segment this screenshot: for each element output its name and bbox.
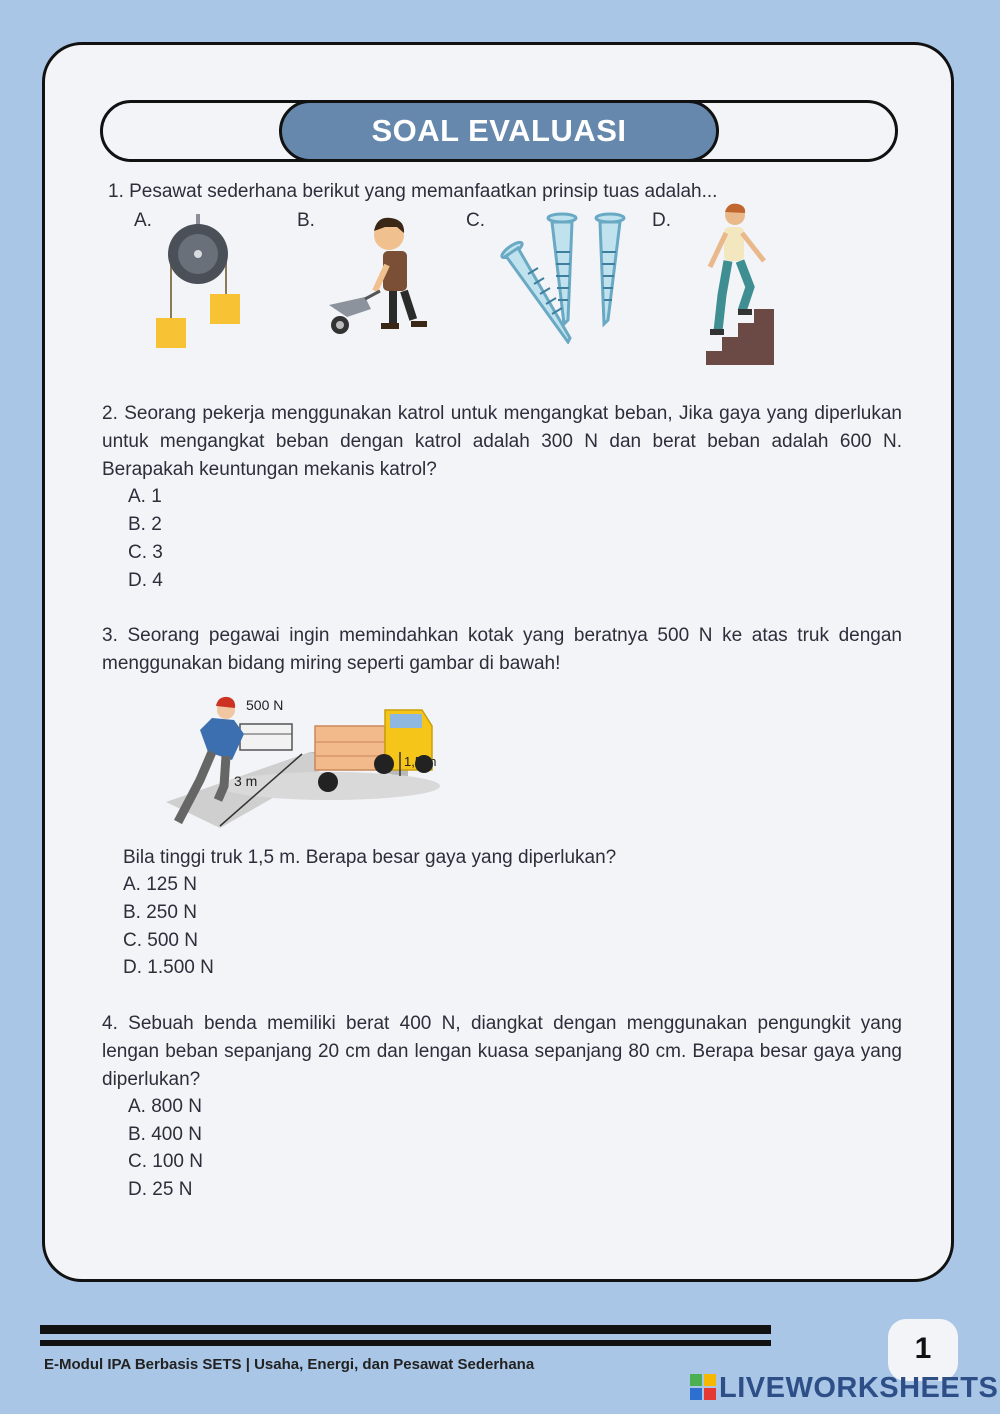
q4-option-d[interactable]: D. 25 N — [128, 1179, 193, 1200]
length-label: 3 m — [234, 773, 258, 789]
question-1-text: 1. Pesawat sederhana berikut yang memanfaatkan prinsip tuas adalah... — [108, 181, 718, 202]
question-2-text: 2. Seorang pekerja menggunakan katrol untuk mengangkat beban, Jika gaya yang diperlukan untuk mengangkat beban dengan katrol adalah 300 N dan berat beban adalah 600 N. Berapakah keuntungan mekanis katrol? — [102, 403, 902, 480]
page-number: 1 — [888, 1319, 958, 1381]
q1-label-a: A. — [134, 210, 152, 231]
footer-text: E-Modul IPA Berbasis SETS | Usaha, Energi, dan Pesawat Sederhana — [44, 1356, 535, 1373]
footer-rule-top — [40, 1325, 771, 1334]
page-title: SOAL EVALUASI — [279, 100, 719, 162]
q4-option-b[interactable]: B. 400 N — [128, 1124, 202, 1145]
liveworksheets-brand[interactable] — [690, 1372, 998, 1405]
wheelbarrow-boy-icon — [325, 213, 435, 338]
brand-text: LIVEWORKSHEETS — [719, 1372, 999, 1404]
q3-option-a[interactable]: A. 125 N — [123, 874, 197, 895]
q1-label-b: B. — [297, 210, 315, 231]
inclined-plane-truck-figure — [160, 690, 460, 832]
footer-rule-bottom — [40, 1340, 771, 1346]
pulley-icon — [150, 212, 250, 352]
screws-icon — [498, 212, 638, 344]
question-4-text: 4. Sebuah benda memiliki berat 400 N, diangkat dengan menggunakan pengungkit yang lengan beban sepanjang 20 cm dan lengan kuasa sepanjang 80 cm. Berapa besar gaya yang diperlukan? — [102, 1013, 902, 1090]
height-label: 1,5 m — [404, 754, 437, 769]
q4-option-a[interactable]: A. 800 N — [128, 1096, 202, 1117]
q2-option-d[interactable]: D. 4 — [128, 570, 163, 591]
weight-label: 500 N — [246, 697, 284, 713]
question-3-text: 3. Seorang pegawai ingin memindahkan kotak yang beratnya 500 N ke atas truk dengan menggunakan bidang miring seperti gambar di bawah! — [102, 625, 902, 674]
liveworksheets-logo-icon — [690, 1374, 716, 1400]
q3-option-b[interactable]: B. 250 N — [123, 902, 197, 923]
q3-option-c[interactable]: C. 500 N — [123, 930, 198, 951]
stairs-climber-icon — [692, 203, 782, 368]
q2-option-a[interactable]: A. 1 — [128, 486, 162, 507]
q1-label-d: D. — [652, 210, 671, 231]
q2-option-c[interactable]: C. 3 — [128, 542, 163, 563]
question-3-subquestion: Bila tinggi truk 1,5 m. Berapa besar gaya yang diperlukan? — [123, 847, 617, 868]
q3-option-d[interactable]: D. 1.500 N — [123, 957, 214, 978]
q1-label-c: C. — [466, 210, 485, 231]
q2-option-b[interactable]: B. 2 — [128, 514, 162, 535]
q4-option-c[interactable]: C. 100 N — [128, 1151, 203, 1172]
